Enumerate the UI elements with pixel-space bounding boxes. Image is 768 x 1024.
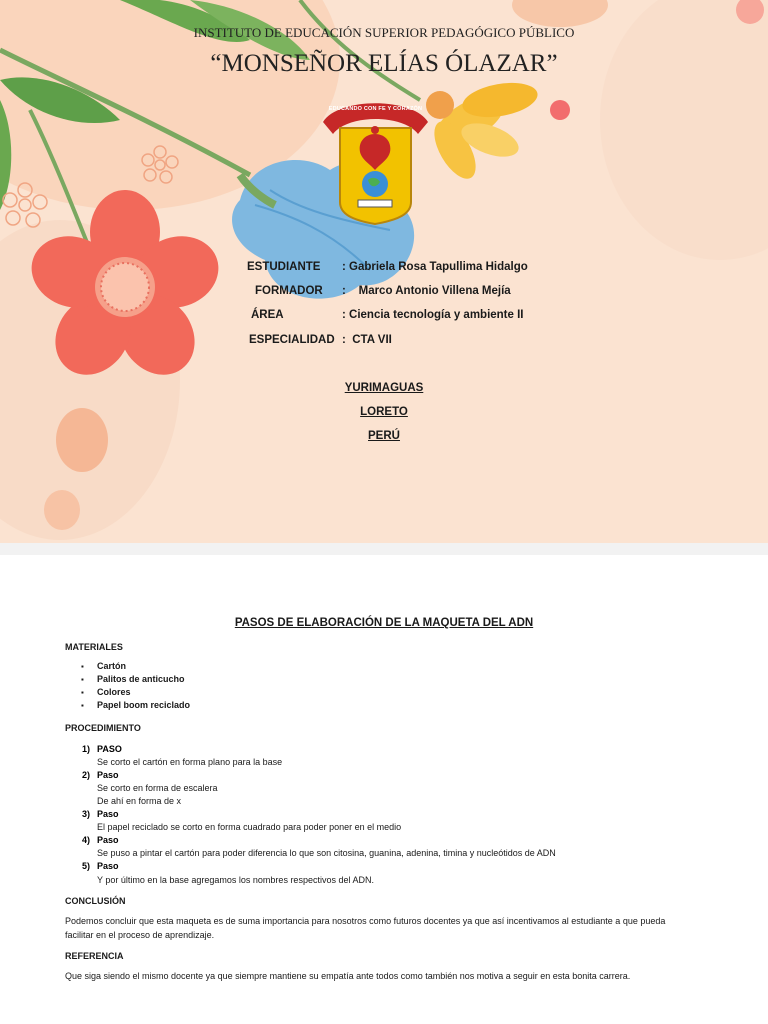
document-page: [0, 555, 768, 1024]
place-country: PERÚ: [368, 430, 400, 442]
conclusion-text: Podemos concluir que esta maqueta es de suma importancia para nosotros como futuros docentes ya que así incentivamos al estudiante a que pueda: [65, 916, 666, 926]
value-area: : Ciencia tecnología y ambiente II: [342, 309, 524, 321]
materiales-heading: MATERIALES: [65, 642, 123, 652]
label-area: ÁREA: [251, 309, 284, 321]
list-item: ▪ Papel boom reciclado: [97, 699, 190, 712]
label-estudiante: ESTUDIANTE: [247, 261, 321, 273]
step-label: Paso: [97, 809, 119, 819]
step-number: 2): [82, 770, 91, 780]
place-city: YURIMAGUAS: [344, 382, 424, 394]
referencia-heading: REFERENCIA: [65, 951, 124, 961]
document-title: PASOS DE ELABORACIÓN DE LA MAQUETA DEL ADN: [234, 617, 534, 629]
step-number: 4): [82, 835, 91, 845]
value-estudiante: : Gabriela Rosa Tapullima Hidalgo: [342, 261, 528, 273]
step-label: Paso: [97, 835, 119, 845]
label-especialidad: ESPECIALIDAD: [249, 334, 335, 346]
step-text: De ahí en forma de x: [97, 796, 182, 806]
referencia-text: Que siga siendo el mismo docente ya que siempre mantiene su empatía ante todos como también nos motiva a seguir en esta bonita carrera.: [65, 971, 631, 981]
step-text: Y por último en la base agregamos los nombres respectivos del ADN.: [97, 875, 374, 885]
list-item: ▪ Palitos de anticucho: [97, 673, 190, 686]
value-formador: : Marco Antonio Villena Mejía: [342, 285, 511, 297]
label-formador: FORMADOR: [255, 285, 323, 297]
institute-name: “MONSEÑOR ELÍAS ÓLAZAR”: [210, 50, 558, 77]
step-number: 3): [82, 809, 91, 819]
list-item: ▪ Colores: [97, 686, 190, 699]
emblem-shield-icon: [318, 92, 433, 227]
step-text: Se corto el cartón en forma plano para la base: [97, 757, 283, 767]
institute-heading: INSTITUTO DE EDUCACIÓN SUPERIOR PEDAGÓGICO PÚBLICO: [193, 25, 575, 40]
page-separator: [0, 543, 768, 555]
emblem-motto: EDUCANDO CON FE Y CORAZÓN: [328, 106, 423, 112]
conclusion-text: facilitar en el proceso de aprendizaje.: [65, 930, 215, 940]
step-label: PASO: [97, 744, 122, 754]
materiales-list: [65, 660, 190, 712]
list-item: ▪ Cartón: [97, 660, 190, 673]
step-number: 5): [82, 861, 91, 871]
step-number: 1): [82, 744, 91, 754]
place-region: LORETO: [360, 406, 408, 418]
step-label: Paso: [97, 861, 119, 871]
conclusion-heading: CONCLUSIÓN: [65, 896, 126, 906]
value-especialidad: : CTA VII: [342, 334, 392, 346]
step-text: Se corto en forma de escalera: [97, 783, 218, 793]
step-label: Paso: [97, 770, 119, 780]
institute-emblem: [318, 92, 433, 227]
step-text: Se puso a pintar el cartón para poder diferencia lo que son citosina, guanina, adenina, timina y nucleótidos de ADN: [97, 848, 556, 858]
step-text: El papel reciclado se corto en forma cuadrado para poder poner en el medio: [97, 822, 402, 832]
procedimiento-heading: PROCEDIMIENTO: [65, 723, 141, 733]
